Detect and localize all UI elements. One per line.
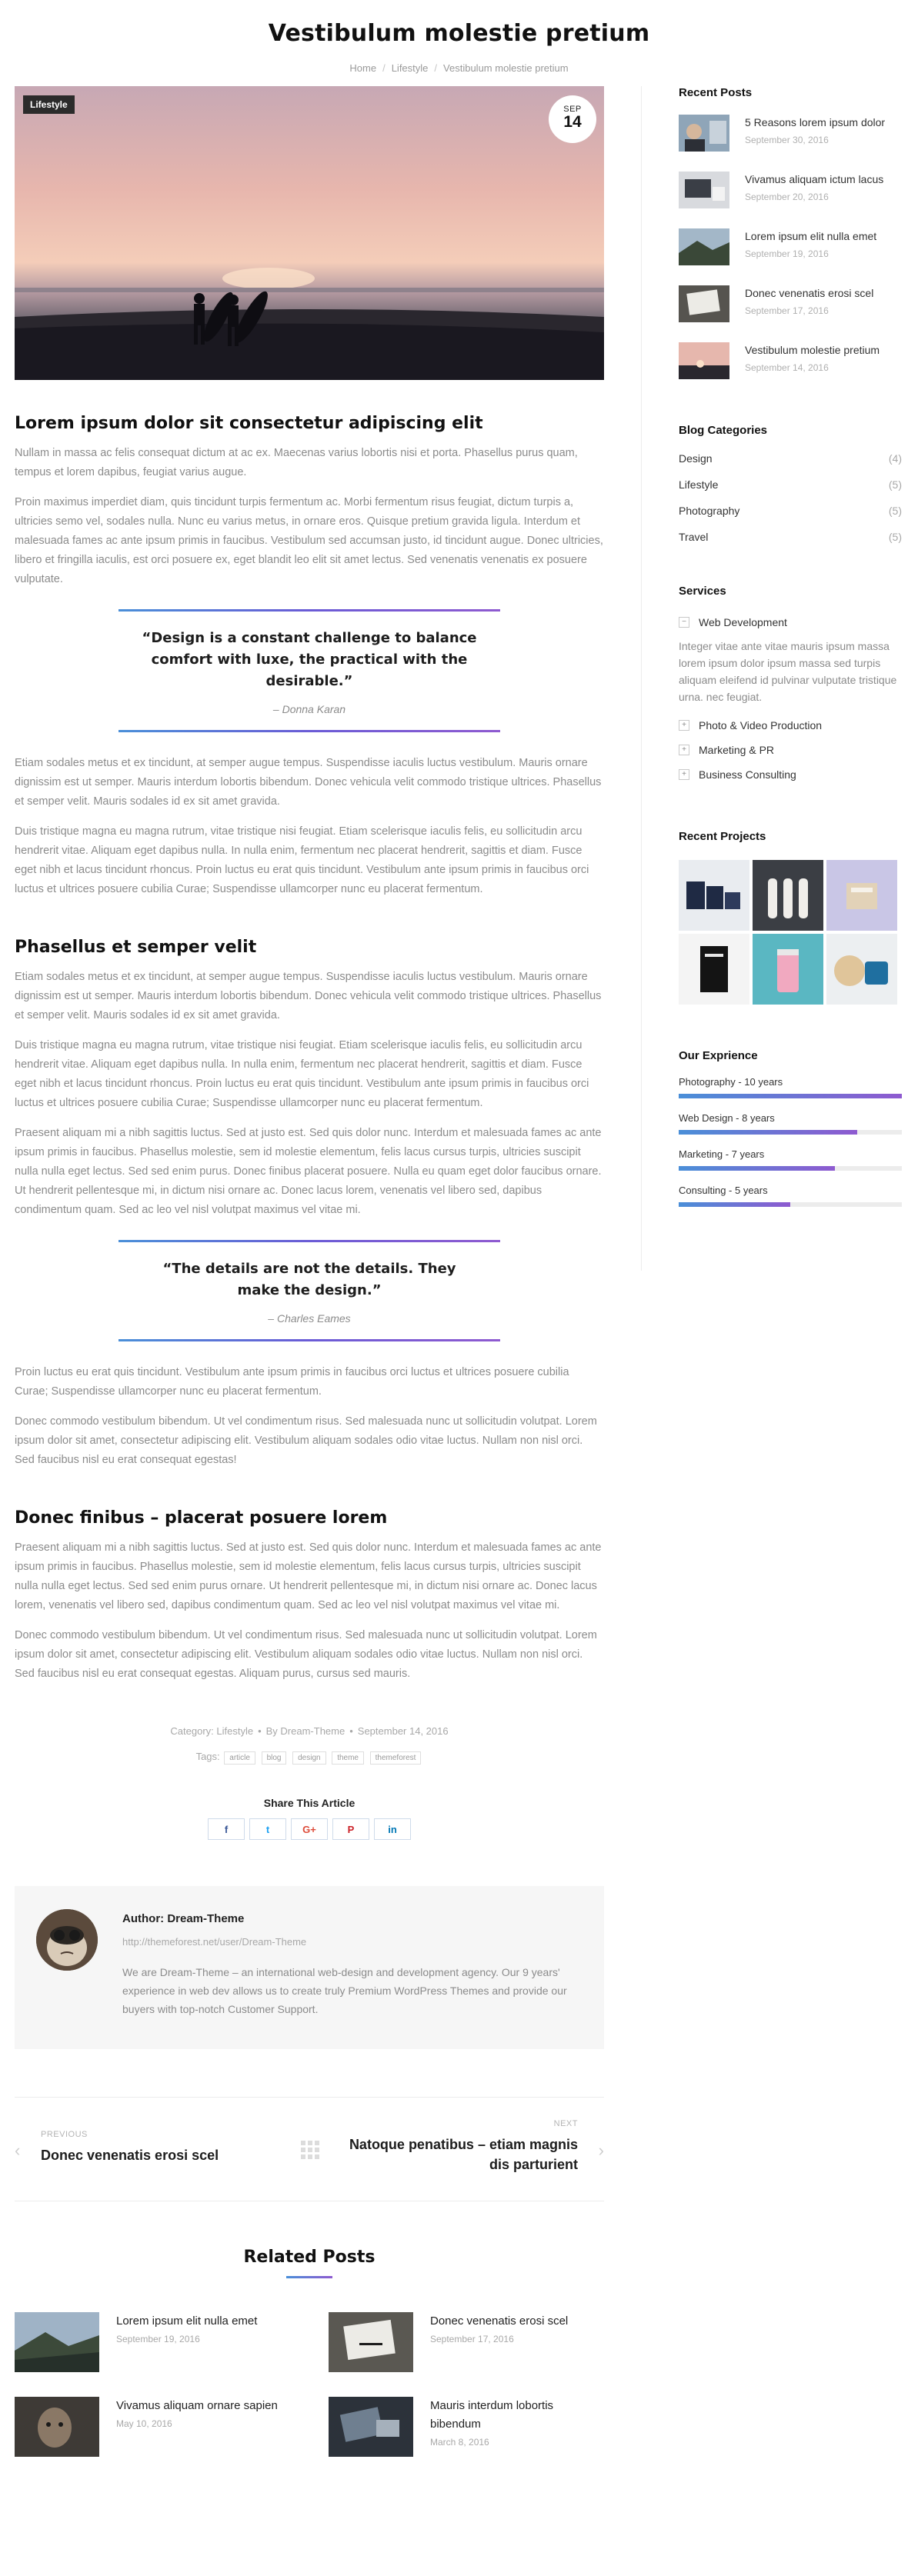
paragraph: Praesent aliquam mi a nibh sagittis luctus. Sed at justo est. Sed quis dolor nunc. Interdum et malesuada fames ac ante ipsum primis in faucibus. Phasellus molestie, sem id molestie elementum, felis lacus cursus turpis, ultricies suscipit nulla nulla eget lectus. Sed sed enim purus ornare. Ut hendrerit pellentesque mi, in dictum nisi ornare ac. Donec lacus lorem, venenatis vel libero sed, dapibus condimentum quam. Sed ac leo vel nisl volutpat maximus vel vitae mi. bbox=[15, 1541, 602, 1611]
related-title[interactable]: Donec venenatis erosi scel bbox=[430, 2314, 569, 2328]
paragraph: Proin maximus imperdiet diam, quis tincidunt turpis fermentum ac. Morbi fermentum risus feugiat, dictum turpis a, ultricies semo vel, sodales nulla. Nunc eu varius metus, in ornare eros. Quisque pretium gravida ligula. Interdum et malesuada fames ac ante ipsum primis in faucibus. Vestibulum sed accumsan justo, id tincidunt augue. Donec ultricies, libero et fringilla iaculis, est orci posuere ex, eget blandit leo elit sit amet lectus. Sed venenatis venenatis ex posuere vulputate. bbox=[15, 496, 603, 585]
share-pinterest-button[interactable] bbox=[332, 1818, 369, 1840]
date-badge bbox=[549, 95, 596, 143]
category-item[interactable] bbox=[679, 452, 902, 478]
recent-date: September 30, 2016 bbox=[745, 135, 829, 145]
pinterest-icon: P bbox=[347, 1823, 355, 1835]
widget-title: Services bbox=[679, 585, 726, 598]
related-post[interactable] bbox=[15, 2312, 329, 2372]
date-day: 14 bbox=[563, 113, 582, 131]
paragraph: Etiam sodales metus et ex tincidunt, at semper augue tempus. Suspendisse iaculis luctus vestibulum. Mauris ornare dignissim est ut semper. Mauris interdum lobortis bibendum. Donec vehicula velit commodo tristique ultrices. Phasellus et semper velit. Mauris sodales id ex sit amet gravida. bbox=[15, 757, 602, 808]
project-thumbnail[interactable] bbox=[826, 860, 897, 931]
blockquote bbox=[119, 609, 500, 732]
recent-thumbnail bbox=[679, 172, 729, 208]
skill-bar bbox=[679, 1076, 902, 1098]
categories-list bbox=[679, 452, 902, 557]
next-title: Natoque penatibus – etiam magnis dis parturient bbox=[349, 2137, 578, 2172]
related-post[interactable] bbox=[329, 2312, 604, 2372]
paragraph: Nullam in massa ac felis consequat dictum at ac ex. Maecenas varius lobortis nisi et porta. Phasellus purus quam, tempus et lorem dapibus, feugiat varius augue. bbox=[15, 447, 578, 478]
widget-title: Blog Categories bbox=[679, 424, 768, 437]
author-name: Author: Dream-Theme bbox=[122, 1912, 245, 1925]
recent-post[interactable] bbox=[679, 172, 902, 228]
recent-post[interactable] bbox=[679, 228, 902, 285]
related-posts-title: Related Posts bbox=[243, 2248, 376, 2267]
blockquote bbox=[119, 1240, 500, 1341]
section-heading: Lorem ipsum dolor sit consectetur adipiscing elit bbox=[15, 414, 483, 433]
meta-date[interactable]: September 14, 2016 bbox=[357, 1725, 449, 1737]
related-thumbnail bbox=[15, 2397, 99, 2457]
experience-widget bbox=[679, 1049, 902, 1207]
related-post[interactable] bbox=[15, 2397, 329, 2457]
category-count: (5) bbox=[888, 478, 902, 491]
recent-post[interactable] bbox=[679, 285, 902, 342]
project-thumbnail[interactable] bbox=[679, 934, 749, 1005]
recent-posts-list bbox=[679, 115, 902, 399]
facebook-icon: f bbox=[224, 1823, 229, 1835]
service-item[interactable] bbox=[679, 738, 902, 762]
sidebar bbox=[679, 86, 902, 2457]
skill-track bbox=[679, 1166, 902, 1171]
quote-cite: – Charles Eames bbox=[268, 1312, 351, 1325]
google-plus-icon: G+ bbox=[302, 1823, 316, 1835]
paragraph: Proin luctus eu erat quis tincidunt. Vestibulum ante ipsum primis in faucibus orci luctus et ultrices posuere cubilia Curae; Suspendisse ullamcorper nunc eu placerat fermentum. bbox=[15, 1366, 569, 1398]
section-heading: Donec finibus – placerat posuere lorem bbox=[15, 1508, 388, 1528]
skill-track bbox=[679, 1202, 902, 1207]
related-date: March 8, 2016 bbox=[430, 2437, 489, 2448]
skill-track bbox=[679, 1094, 902, 1098]
share-google-plus-button[interactable] bbox=[291, 1818, 328, 1840]
prev-title: Donec venenatis erosi scel bbox=[41, 2148, 219, 2163]
meta-separator: • bbox=[258, 1725, 262, 1737]
author-info bbox=[122, 1909, 576, 2049]
paragraph: Duis tristique magna eu magna rutrum, vitae tristique nisi feugiat. Etiam scelerisque iaculis felis, eu sollicitudin arcu hendrerit vitae. Aliquam eget dapibus nulla. In nulla enim, fermentum nec placerat hendrerit, sagittis et diam. Fusce eget nibh et lacus tincidunt rhoncus. Proin luctus eu erat quis tincidunt. Vestibulum ante ipsum primis in faucibus orci luctus et ultrices posuere cubilia Curae; Suspendisse ullamcorper nunc eu placerat fermentum. bbox=[15, 1039, 589, 1109]
skill-fill bbox=[679, 1094, 902, 1098]
plus-icon[interactable]: + bbox=[679, 720, 689, 731]
breadcrumb-separator: / bbox=[434, 62, 438, 74]
related-thumbnail bbox=[329, 2312, 413, 2372]
category-name[interactable]: Lifestyle bbox=[679, 478, 719, 491]
chevron-left-icon[interactable]: ‹ bbox=[15, 2141, 21, 2160]
author-url[interactable]: http://themeforest.net/user/Dream-Theme bbox=[122, 1936, 307, 1948]
tag[interactable]: design bbox=[292, 1751, 325, 1765]
category-name[interactable]: Travel bbox=[679, 531, 709, 543]
service-description: Integer vitae ante vitae mauris ipsum massa lorem ipsum dolor ipsum massa sed turpis aliquam eleifend id pulvinar vulputate tristique urna. nec feugiat. bbox=[679, 640, 897, 703]
minus-icon[interactable]: − bbox=[679, 617, 689, 628]
breadcrumb-home[interactable]: Home bbox=[349, 62, 377, 74]
skill-bar bbox=[679, 1112, 902, 1135]
service-item-open[interactable] bbox=[679, 610, 902, 635]
recent-date: September 14, 2016 bbox=[745, 362, 829, 373]
service-label[interactable]: Photo & Video Production bbox=[699, 719, 823, 731]
page-title: Vestibulum molestie pretium bbox=[268, 20, 650, 47]
content-wrap bbox=[0, 86, 918, 2457]
widget-title: Recent Projects bbox=[679, 830, 766, 843]
skill-track bbox=[679, 1130, 902, 1135]
chevron-right-icon[interactable]: › bbox=[598, 2141, 604, 2160]
skill-label: Consulting - 5 years bbox=[679, 1185, 768, 1196]
service-label[interactable]: Web Development bbox=[699, 616, 787, 628]
category-count: (5) bbox=[888, 505, 902, 517]
related-title[interactable]: Lorem ipsum elit nulla emet bbox=[116, 2314, 258, 2328]
share-title: Share This Article bbox=[263, 1797, 356, 1809]
related-post[interactable] bbox=[329, 2397, 604, 2457]
skill-bar bbox=[679, 1148, 902, 1171]
skill-fill bbox=[679, 1130, 857, 1135]
main-content bbox=[15, 86, 604, 2457]
category-item[interactable] bbox=[679, 505, 902, 531]
category-item[interactable] bbox=[679, 478, 902, 505]
category-name[interactable]: Design bbox=[679, 452, 713, 465]
tags-label: Tags: bbox=[195, 1751, 220, 1762]
prev-label: PREVIOUS bbox=[41, 2130, 88, 2139]
project-thumbnail[interactable] bbox=[753, 934, 823, 1005]
service-label[interactable]: Marketing & PR bbox=[699, 744, 775, 756]
title-underline bbox=[286, 2276, 332, 2278]
page-header bbox=[0, 0, 918, 86]
recent-title[interactable]: Vestibulum molestie pretium bbox=[745, 344, 880, 356]
related-thumbnail bbox=[329, 2397, 413, 2457]
project-thumbnail[interactable] bbox=[826, 934, 897, 1005]
next-label: NEXT bbox=[553, 2119, 578, 2128]
related-title[interactable]: Vivamus aliquam ornare sapien bbox=[116, 2399, 278, 2412]
paragraph: Donec commodo vestibulum bibendum. Ut vel condimentum risus. Sed malesuada nunc ut sollicitudin volutpat. Lorem ipsum dolor sit amet, consectetur adipiscing elit. Vestibulum aliquam sodales odio vitae luctus. Nullam non nisl orci. Sed faucibus nisl eu erat consequat egestas. Aliquam purus, cursus sed mauris. bbox=[15, 1629, 597, 1680]
skill-label: Web Design - 8 years bbox=[679, 1112, 775, 1124]
tag[interactable]: themeforest bbox=[370, 1751, 422, 1765]
recent-thumbnail bbox=[679, 285, 729, 322]
tag[interactable]: theme bbox=[332, 1751, 364, 1765]
services-widget bbox=[679, 585, 902, 787]
meta-author[interactable]: By Dream-Theme bbox=[265, 1725, 346, 1737]
breadcrumb bbox=[0, 62, 918, 74]
recent-post[interactable] bbox=[679, 342, 902, 399]
quote-cite: – Donna Karan bbox=[272, 703, 346, 715]
post-tags bbox=[15, 1751, 604, 1765]
service-item[interactable] bbox=[679, 762, 902, 787]
quote-text: “The details are not the details. They make the design.” bbox=[162, 1261, 456, 1298]
paragraph: Duis tristique magna eu magna rutrum, vitae tristique nisi feugiat. Etiam scelerisque iaculis felis, eu sollicitudin arcu hendrerit vitae. Aliquam eget dapibus nulla. In nulla enim, fermentum nec placerat hendrerit, sagittis et diam. Fusce eget nibh et lacus tincidunt rhoncus. Proin luctus eu erat quis tincidunt. Vestibulum ante ipsum primis in faucibus orci luctus et ultrices posuere cubilia Curae; Suspendisse ullamcorper nunc eu placerat fermentum. bbox=[15, 825, 589, 895]
category-badge[interactable]: Lifestyle bbox=[23, 95, 75, 114]
breadcrumb-category[interactable]: Lifestyle bbox=[391, 62, 429, 74]
related-thumbnail bbox=[15, 2312, 99, 2372]
author-avatar bbox=[36, 1909, 98, 1971]
post-meta bbox=[15, 1725, 604, 1737]
recent-thumbnail bbox=[679, 115, 729, 152]
category-name[interactable]: Photography bbox=[679, 505, 740, 517]
meta-separator: • bbox=[349, 1725, 353, 1737]
skill-bar bbox=[679, 1185, 902, 1207]
service-label[interactable]: Business Consulting bbox=[699, 768, 796, 781]
tag[interactable]: blog bbox=[262, 1751, 287, 1765]
breadcrumb-current: Vestibulum molestie pretium bbox=[443, 62, 569, 74]
paragraph: Donec commodo vestibulum bibendum. Ut vel condimentum risus. Sed malesuada nunc ut sollicitudin volutpat. Lorem ipsum dolor sit amet, consectetur adipiscing elit. Vestibulum aliquam sodales odio vitae luctus. Nullam non nisl orci. Sed faucibus nisl eu erat consequat egestas! bbox=[15, 1415, 597, 1466]
skill-label: Photography - 10 years bbox=[679, 1076, 783, 1088]
category-item[interactable] bbox=[679, 531, 902, 557]
widget-title: Recent Posts bbox=[679, 86, 753, 99]
share-twitter-button[interactable] bbox=[249, 1818, 286, 1840]
recent-title[interactable]: Lorem ipsum elit nulla emet bbox=[745, 230, 877, 242]
recent-title[interactable]: Vivamus aliquam ictum lacus bbox=[745, 173, 884, 185]
related-date: May 10, 2016 bbox=[116, 2418, 172, 2429]
meta-category[interactable]: Category: Lifestyle bbox=[170, 1725, 254, 1737]
featured-photo bbox=[15, 86, 604, 380]
recent-post[interactable] bbox=[679, 115, 902, 172]
share-linkedin-button[interactable] bbox=[374, 1818, 411, 1840]
avatar-image bbox=[36, 1909, 98, 1971]
featured-image bbox=[15, 86, 604, 380]
skill-fill bbox=[679, 1166, 835, 1171]
service-item[interactable] bbox=[679, 713, 902, 738]
recent-title[interactable]: 5 Reasons lorem ipsum dolor bbox=[745, 116, 886, 128]
recent-title[interactable]: Donec venenatis erosi scel bbox=[745, 287, 874, 299]
recent-posts-widget bbox=[679, 86, 902, 399]
skill-fill bbox=[679, 1202, 790, 1207]
recent-date: September 20, 2016 bbox=[745, 192, 829, 202]
author-bio: We are Dream-Theme – an international web-design and development agency. Our 9 years' experience in web dev allows us to create truly Premium WordPress Themes and provide our buyers with top-notch Customer Support. bbox=[122, 1966, 567, 2015]
prev-post-link[interactable] bbox=[41, 2130, 219, 2165]
share-buttons bbox=[15, 1818, 604, 1840]
linkedin-icon: in bbox=[388, 1823, 397, 1835]
recent-date: September 19, 2016 bbox=[745, 248, 829, 259]
author-box bbox=[15, 1886, 604, 2049]
projects-grid bbox=[679, 860, 902, 1005]
related-posts bbox=[15, 2312, 604, 2457]
breadcrumb-separator: / bbox=[382, 62, 386, 74]
share-facebook-button[interactable] bbox=[208, 1818, 245, 1840]
related-date: September 19, 2016 bbox=[116, 2334, 200, 2344]
recent-date: September 17, 2016 bbox=[745, 305, 829, 316]
recent-thumbnail bbox=[679, 342, 729, 379]
plus-icon[interactable]: + bbox=[679, 769, 689, 780]
twitter-icon: t bbox=[265, 1823, 270, 1835]
related-title[interactable]: Mauris interdum lobortis bibendum bbox=[430, 2399, 554, 2431]
project-thumbnail[interactable] bbox=[753, 860, 823, 931]
paragraph: Etiam sodales metus et ex tincidunt, at semper augue tempus. Suspendisse iaculis luctus vestibulum. Mauris ornare dignissim est ut semper. Mauris interdum lobortis bibendum. Donec vehicula velit commodo tristique ultrices. Phasellus et semper velit. Mauris sodales id ex sit amet gravida. bbox=[15, 971, 602, 1021]
related-date: September 17, 2016 bbox=[430, 2334, 514, 2344]
services-accordion bbox=[679, 610, 902, 787]
post-navigation bbox=[15, 2097, 604, 2201]
projects-widget bbox=[679, 830, 902, 1005]
skill-label: Marketing - 7 years bbox=[679, 1148, 765, 1160]
next-post-link[interactable] bbox=[347, 2119, 578, 2174]
date-month: SEP bbox=[563, 105, 582, 114]
sidebar-divider bbox=[641, 86, 642, 1271]
paragraph: Praesent aliquam mi a nibh sagittis luctus. Sed at justo est. Sed quis dolor nunc. Interdum et malesuada fames ac ante ipsum primis in faucibus. Phasellus molestie, sem id molestie elementum, felis lacus cursus turpis, ultricies suscipit nulla nulla eget lectus. Sed sed enim purus. Donec finibus placerat posuere. Nulla eu quam eget dolor faucibus ornare. Ut hendrerit pellentesque mi, in dictum nisi ornare ac. Donec lacus lorem, venenatis vel libero sed, dapibus condimentum quam. Sed ac leo vel nisl volutpat maximus vel vitae mi. bbox=[15, 1127, 602, 1216]
category-count: (4) bbox=[888, 452, 902, 465]
category-count: (5) bbox=[888, 531, 902, 543]
grid-icon[interactable] bbox=[301, 2141, 319, 2159]
section-heading: Phasellus et semper velit bbox=[15, 938, 257, 957]
quote-text: “Design is a constant challenge to balance comfort with luxe, the practical with the desirable.” bbox=[142, 630, 477, 689]
widget-title: Our Exprience bbox=[679, 1049, 758, 1062]
recent-thumbnail bbox=[679, 228, 729, 265]
plus-icon[interactable]: + bbox=[679, 745, 689, 755]
project-thumbnail[interactable] bbox=[679, 860, 749, 931]
categories-widget bbox=[679, 424, 902, 557]
tag[interactable]: article bbox=[224, 1751, 255, 1765]
